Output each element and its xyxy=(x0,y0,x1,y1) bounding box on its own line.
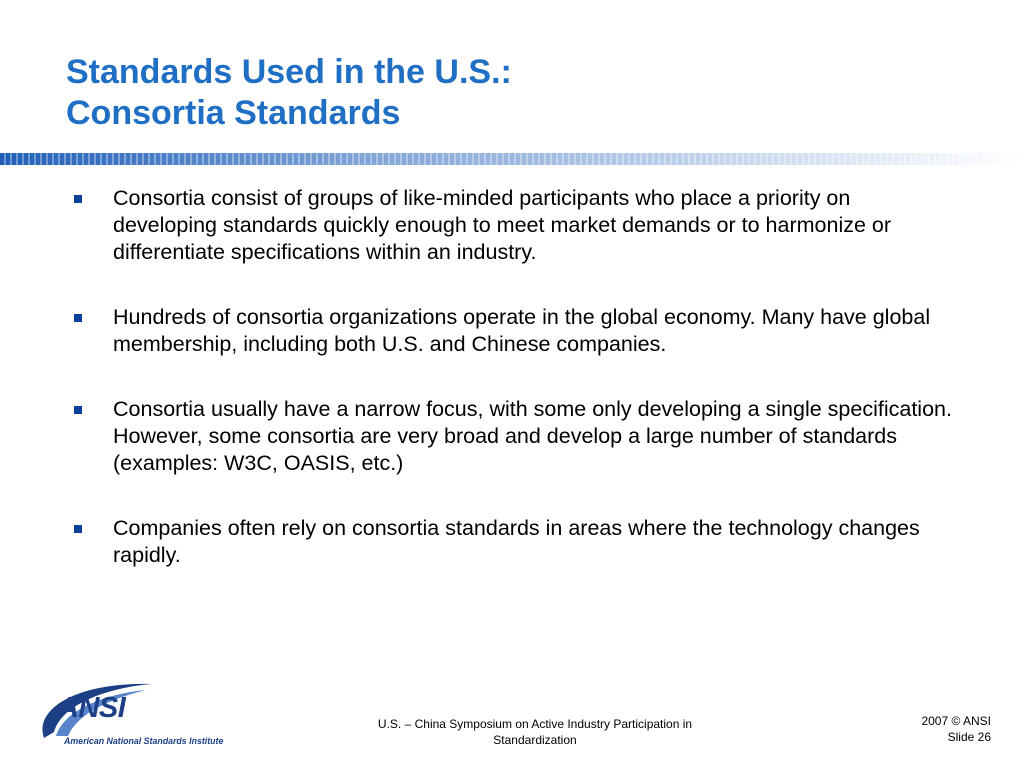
bullet-item xyxy=(0,515,1024,569)
slide-title-line-2: Consortia Standards xyxy=(66,94,401,132)
slide-title xyxy=(66,52,512,134)
logo-subtitle: American National Standards Institute xyxy=(64,736,224,746)
copyright-notice: 2007 © ANSI xyxy=(921,714,991,728)
bullet-text: Consortia consist of groups of like-minded participants who place a priority on developing standards quickly enough to meet market demands or to harmonize or differentiate specifications within an industry. xyxy=(113,186,892,264)
title-gradient-rule xyxy=(0,153,1024,165)
footer-slide-info xyxy=(921,713,991,745)
logo-wordmark: ANSI xyxy=(58,692,126,724)
footer-event-line-1: U.S. – China Symposium on Active Industry Participation in xyxy=(377,717,693,731)
bullet-item xyxy=(0,185,1024,266)
bullet-item xyxy=(0,396,1024,477)
square-bullet-icon xyxy=(74,406,82,414)
bullet-text: Hundreds of consortia organizations operate in the global economy. Many have global membership, including both U.S. and Chinese companies. xyxy=(113,305,931,356)
bullet-text: Companies often rely on consortia standards in areas where the technology changes rapidly. xyxy=(113,516,920,567)
square-bullet-icon xyxy=(74,314,82,322)
square-bullet-icon xyxy=(74,525,82,533)
slide-title-line-1: Standards Used in the U.S.: xyxy=(66,53,512,91)
bullet-item xyxy=(0,304,1024,358)
footer-event-line-2: Standardization xyxy=(493,733,577,747)
square-bullet-icon xyxy=(74,195,82,203)
bullet-list xyxy=(0,185,1024,607)
ansi-logo xyxy=(34,680,239,750)
slide-number: Slide 26 xyxy=(947,730,991,744)
footer-event-title xyxy=(330,716,740,748)
bullet-text: Consortia usually have a narrow focus, with some only developing a single specification. However, some consortia are very broad and develop a large number of standards (examples: W3C, OASIS, etc.) xyxy=(113,397,952,475)
